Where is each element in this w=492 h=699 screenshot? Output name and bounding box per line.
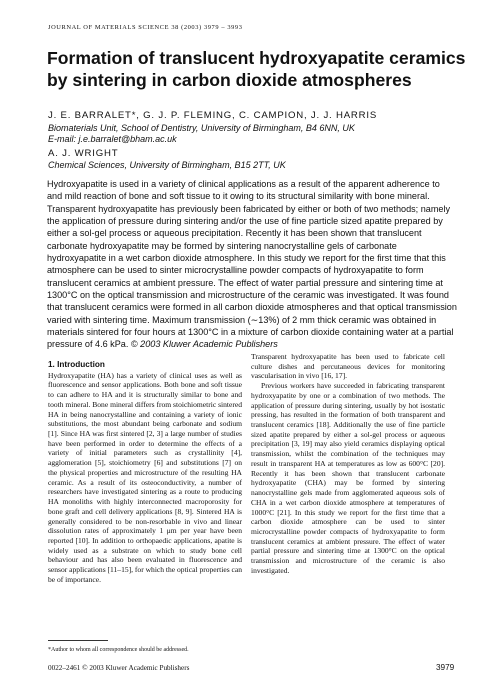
affiliation-1: Biomaterials Unit, School of Dentistry, University of Birmingham, B4 6NN, UK [48, 123, 355, 133]
page-number: 3979 [436, 663, 455, 672]
author-list-1: J. E. BARRALET*, G. J. P. FLEMING, C. CAMPION, J. J. HARRIS [48, 110, 378, 121]
affiliation-2: Chemical Sciences, University of Birmingham, B15 2TT, UK [48, 160, 286, 170]
contact-email[interactable]: E-mail: j.e.barralet@bham.ac.uk [48, 134, 177, 144]
journal-header: JOURNAL OF MATERIALS SCIENCE 38 (2003) 3979 – 3993 [48, 24, 243, 31]
left-column [48, 360, 242, 585]
right-column [251, 352, 445, 576]
section-heading: 1. Introduction [48, 360, 105, 369]
author-list-2: A. J. WRIGHT [48, 148, 119, 159]
abstract-text: Hydroxyapatite is used in a variety of clinical applications as a result of the apparent adherence to and mild reaction of bone and soft tissue to it owing to its structural similarity with bone mineral. Transparent hydroxyapatite has previously been fabricated by either or both of two methods; namely the application of pressure during sintering and/or the use of fine particle sized apatite prepared by either a sol-gel process or aqueous precipitation. Recently it has been shown that translucent carbonate hydroxyapatite may be formed by sintering nanocrystalline gels of carbonate hydroxyapatite in a wet carbon dioxide atmosphere. In this study we report for the first time that this atmosphere can be used to sinter microcrystalline powder compacts of hydroxyapatite to form translucent ceramics at ambient pressure. The effect of water partial pressure and sintering time at 1300°C on the optical transmission and microstructure of the ceramic was investigated. It was found that translucent ceramics were formed in all carbon dioxide atmospheres and that optical transmission varied with sintering time. Maximum transmission (∼13%) of 2 mm thick ceramic was obtained in materials sintered for four hours at 1300°C in a mixture of carbon dioxide containing water at a partial pressure of 4.6 kPa. [47, 179, 457, 350]
abstract-copyright: © 2003 Kluwer Academic Publishers [130, 339, 278, 350]
intro-paragraph-2: Transparent hydroxyapatite has been used to fabricate cell culture dishes and percutaneous devices for monitoring vascularisation in vivo [16, 17]. [251, 352, 445, 381]
footnote-rule [48, 640, 108, 641]
paper-title [47, 47, 467, 91]
title-line-2: by sintering in carbon dioxide atmospheres [47, 70, 412, 90]
footnote: *Author to whom all correspondence should be addressed. [48, 647, 189, 653]
intro-paragraph-1: Hydroxyapatite (HA) has a variety of clinical uses as well as fluorescence and sensor applications. Both bone and soft tissue to can adhere to HA and it is structurally similar to bone and tooth mineral. Bone mineral differs from stoichiometric sintered HA in being nanocrystalline and containing a variety of ionic substitutions, the most abundant being carbonate and sodium [1]. Since HA was first sintered [2, 3] a large number of studies have been performed in order to determine the effects of a variety of initial parameters such as crystallinity [4], agglomeration [5], stoichiometry [6] and substitutions [7] on the physical properties and microstructure of the resulting HA ceramic. As a result of its osteoconductivity, a number of researchers have investigated sintering as a route to producing HA monoliths with highly interconnected macroporosity for bone graft and cell delivery applications [8, 9]. Sintered HA is generally considered to be non-resorbable in vivo and linear dissolution rates of approximately 1 μm per year have been reported [10]. In addition to orthopaedic applications, apatite is widely used as a substrate on which to study bone cell behaviour and has also been evaluated in fluorescence and sensor applications [11–15], for which the optical properties can be of importance. [48, 370, 242, 584]
intro-paragraph-3: Previous workers have succeeded in fabricating transparent hydroxyapatite by one or a combination of two methods. The application of pressure during sintering, usually by hot isostatic pressing, has resulted in the formation of both transparent and translucent ceramics [18]. Additionally the use of fine particle sized apatite prepared by either a sol-gel process or aqueous precipitation [3, 19] may also yield ceramics displaying optical transmission, whilst the combination of the techniques may result in transparent HA at temperatures as low as 600°C [20]. Recently it has been shown that translucent carbonate hydroxyapatite (CHA) may be formed by sintering nanocrystalline gels made from agglomerated aqueous sols of CHA in a wet carbon dioxide atmosphere at temperatures of 1000°C [21]. In this study we report for the first time that a carbon dioxide atmosphere can be used to sinter microcrystalline powder compacts of hydroxyapatite to form translucent ceramics at ambient pressure. The effect of water partial pressure and sintering time at 1300°C on the optical transmission and microstructure of the ceramic is also investigated. [251, 381, 445, 575]
title-line-1: Formation of translucent hydroxyapatite ceramics [47, 48, 466, 68]
abstract [47, 178, 457, 351]
footer-issn: 0022–2461 © 2003 Kluwer Academic Publishers [48, 664, 190, 672]
